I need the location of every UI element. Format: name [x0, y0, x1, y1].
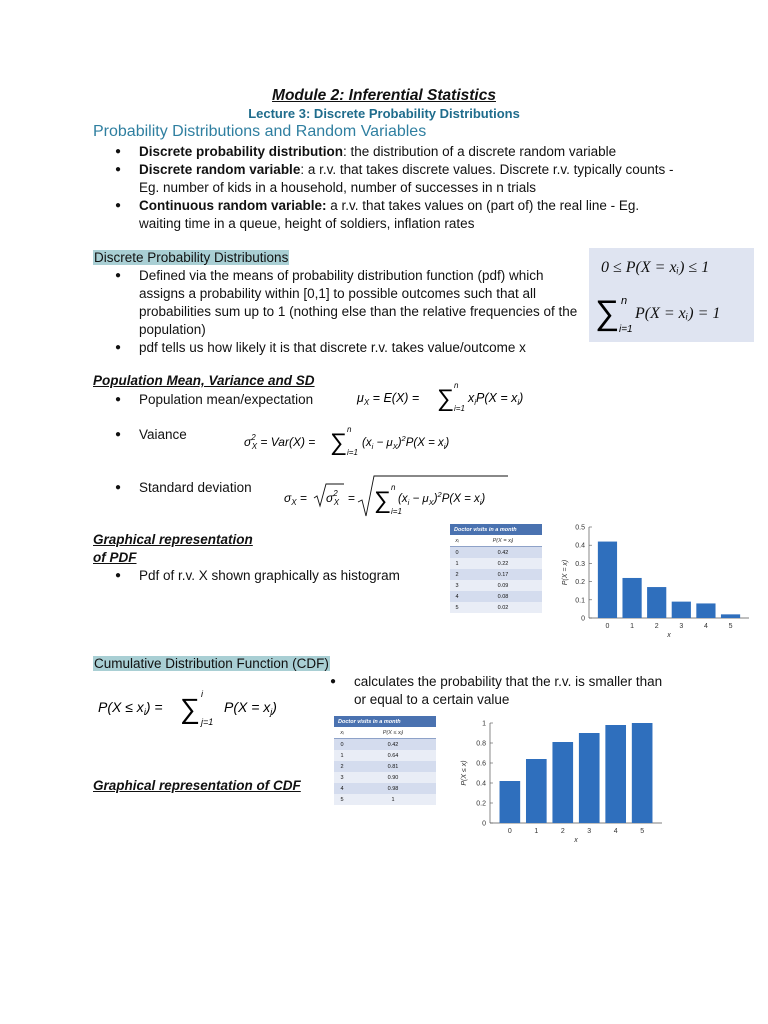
x-tick-label: 5 [640, 828, 645, 835]
sum-symbol-icon [593, 292, 633, 336]
svg-text:∑: ∑ [330, 429, 348, 456]
list-item: ● Defined via the means of probability distribution function (pdf) which assigns a probability within [0,1] to possible outcomes such that all probabilities sum up to 1 (nothing else than the relative frequencies of the population) [93, 267, 583, 339]
section-heading-discrete-dist: Discrete Probability Distributions [94, 250, 289, 265]
pdf-table [450, 524, 542, 613]
bar [552, 742, 573, 823]
bar [721, 614, 740, 618]
x-axis-label: x [667, 632, 671, 639]
svg-text:=: = [348, 491, 356, 505]
y-tick-label: 1 [482, 720, 486, 728]
table-caption: Doctor visits in a month [334, 716, 436, 727]
x-tick-label: 2 [560, 828, 565, 835]
list-item: ● Pdf of r.v. X shown graphically as histogram [93, 567, 433, 585]
svg-text:n: n [391, 483, 396, 492]
x-tick-label: 2 [654, 623, 659, 630]
svg-text:μX = E(X) =: $\mu_X = E(X)$ = [357, 391, 420, 407]
section-heading-graph-cdf: Graphical representation of CDF [93, 778, 301, 793]
definitions-list [93, 143, 683, 233]
list-item: ● Discrete random variable: a r.v. that takes discrete values. Discrete r.v. typically counts - Eg. number of kids in a household, number of successes in n trials [93, 161, 683, 197]
y-tick-label: 0.6 [476, 760, 486, 768]
table-header: xᵢ [334, 727, 350, 739]
section-heading-graph-pdf-line2: of PDF [93, 550, 137, 565]
bar [598, 542, 617, 618]
bar [647, 587, 666, 618]
bar [696, 603, 715, 618]
bar [526, 759, 547, 823]
table-row: 2 0.81 [334, 761, 436, 772]
svg-text:∑: ∑ [595, 294, 620, 332]
list-item: ● pdf tells us how likely it is that discrete r.v. takes value/outcome x [93, 339, 583, 357]
x-tick-label: 3 [587, 828, 592, 835]
table-header: xᵢ [450, 535, 464, 547]
x-tick-label: 4 [613, 828, 618, 835]
y-tick-label: 0.2 [575, 579, 585, 587]
svg-text:i=1: i=1 [347, 448, 358, 457]
y-tick-label: 0.4 [575, 542, 585, 550]
y-tick-label: 0 [482, 820, 486, 828]
probability-sum-formula: P(X = xᵢ) = 1 [635, 305, 721, 322]
section-heading-cdf: Cumulative Distribution Function (CDF) [94, 656, 329, 671]
variance-label: ● Vaiance [93, 426, 333, 444]
table-row: 3 0.09 [450, 580, 542, 591]
x-tick-label: 4 [703, 623, 708, 630]
svg-text:P(X ≤ xi) =: $P(X \le x_i)$ = [98, 699, 163, 717]
table-header: P(X ≤ xᵢ) [350, 727, 436, 739]
bar [605, 725, 626, 823]
y-tick-label: 0 [581, 615, 585, 623]
standard-deviation-formula [282, 470, 522, 520]
lecture-subtitle: Lecture 3: Discrete Probability Distributions [248, 106, 520, 121]
svg-text:n: n [454, 381, 459, 390]
mean-formula [355, 378, 555, 414]
y-tick-label: 0.5 [575, 524, 585, 532]
x-tick-label: 5 [728, 623, 733, 630]
table-row: 5 0.02 [450, 602, 542, 613]
y-axis-label: P(X = x) [562, 559, 569, 586]
svg-text:i=1: i=1 [454, 404, 465, 413]
svg-text:xiP(X = xi): $x_iP(X = x_i)$ [468, 391, 524, 407]
svg-text:σX =: $\sigma_X$ = [284, 491, 307, 507]
section-heading-prob-distributions: Probability Distributions and Random Variables [93, 123, 427, 140]
svg-text:i: i [201, 689, 203, 699]
mean-label: ● Population mean/expectation [93, 391, 333, 409]
svg-text:n: n [621, 295, 628, 307]
y-tick-label: 0.4 [476, 780, 486, 788]
svg-text:∑: ∑ [180, 693, 200, 724]
svg-text:(xi − μX)2P(X = xi): $(x_i - \mu_X)^2P(X = x_i)$ [362, 434, 450, 451]
table-row: 2 0.17 [450, 569, 542, 580]
table-header: P(X = xᵢ) [464, 535, 542, 547]
cdf-table [334, 716, 436, 805]
bar [622, 578, 641, 618]
table-caption: Doctor visits in a month [450, 524, 542, 535]
pdf-definition-list [93, 267, 583, 357]
bar [500, 781, 521, 823]
svg-text:∑: ∑ [437, 385, 455, 412]
y-axis-label: P(X ≤ x) [461, 760, 468, 786]
x-axis-label: x [574, 837, 578, 844]
x-tick-label: 1 [630, 623, 635, 630]
table-row: 1 0.22 [450, 558, 542, 569]
table-row: 4 0.98 [334, 783, 436, 794]
x-tick-label: 1 [534, 828, 539, 835]
list-item: ● Discrete probability distribution: the distribution of a discrete random variable [93, 143, 683, 161]
x-tick-label: 3 [679, 623, 684, 630]
y-tick-label: 0.3 [575, 560, 585, 568]
table-row: 0 0.42 [450, 547, 542, 559]
pdf-properties-box [589, 248, 754, 342]
section-heading-mean-variance: Population Mean, Variance and SD [93, 373, 315, 388]
svg-text:n: n [347, 425, 352, 434]
x-tick-label: 0 [507, 828, 512, 835]
variance-formula [242, 422, 482, 460]
y-tick-label: 0.1 [575, 597, 585, 605]
cdf-formula [96, 684, 306, 730]
table-row: 4 0.08 [450, 591, 542, 602]
pdf-bar-chart [555, 520, 765, 640]
section-heading-graph-pdf: Graphical representation [93, 532, 253, 547]
svg-text:j=1: j=1 [201, 717, 214, 727]
table-row: 5 1 [334, 794, 436, 805]
svg-text:∑: ∑ [374, 487, 392, 514]
svg-text:σ2X: $\sigma^2$ X [326, 489, 340, 507]
table-row: 1 0.64 [334, 750, 436, 761]
y-tick-label: 0.2 [476, 800, 486, 808]
list-item: ● Continuous random variable: a r.v. that takes values on (part of) the real line - Eg. waiting time in a queue, height of soldiers, inflation rates [93, 197, 683, 233]
page-title: Module 2: Inferential Statistics [272, 87, 496, 104]
svg-text:(xi − μX)2P(X = xi): $(x_i - \mu_X)^2P(X = x_i)$ [398, 490, 486, 507]
svg-text:i=1: i=1 [619, 324, 633, 335]
bar [672, 602, 691, 618]
table-row: 3 0.90 [334, 772, 436, 783]
bar [632, 723, 653, 823]
list-item: ● calculates the probability that the r.v. is smaller than or equal to a certain value [308, 673, 668, 709]
standard-deviation-label: ● Standard deviation [93, 479, 333, 497]
y-tick-label: 0.8 [476, 740, 486, 748]
table-row: 0 0.42 [334, 739, 436, 751]
svg-text:P(X = xj): $P(X = x_j)$ [224, 699, 277, 717]
bar [579, 733, 600, 823]
probability-bound-formula: 0 ≤ P(X = xᵢ) ≤ 1 [601, 259, 710, 276]
x-tick-label: 0 [605, 623, 610, 630]
svg-text:i=1: i=1 [391, 507, 402, 516]
cdf-bar-chart [456, 714, 676, 848]
svg-text:σ2X = Var(X) =: $\sigma^2$ X = Var(X) = [244, 433, 316, 451]
